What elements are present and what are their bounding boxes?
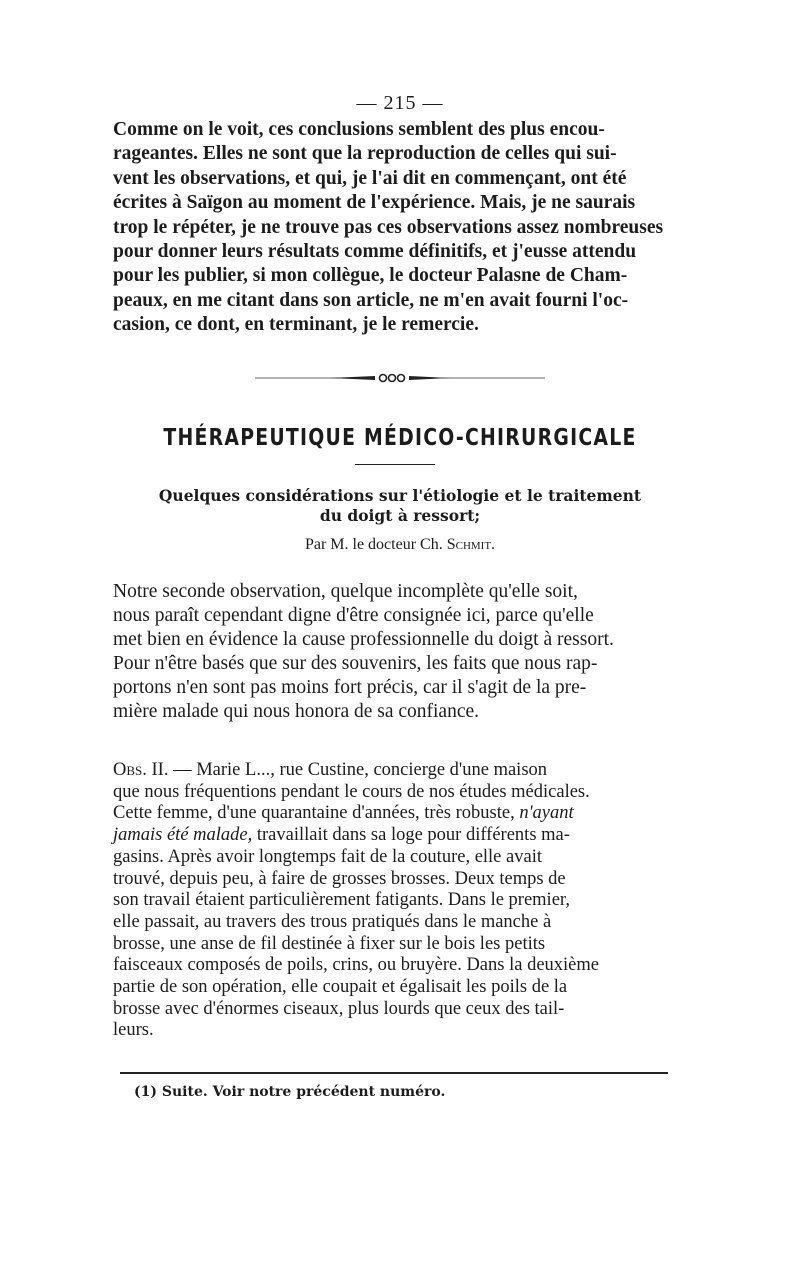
text-line: partie de son opération, elle coupait et égalisait les poils de la bbox=[113, 977, 568, 998]
text-line: met bien en évidence la cause professionnelle du doigt à ressort. bbox=[113, 629, 614, 650]
text-line: son travail étaient particulièrement fatigants. Dans le premier, bbox=[113, 890, 570, 911]
intro-paragraph bbox=[113, 118, 678, 338]
text-line bbox=[113, 803, 678, 825]
heading-rule bbox=[355, 464, 435, 465]
text-line: casion, ce dont, en terminant, je le remercie. bbox=[113, 314, 479, 336]
text-line: rageantes. Elles ne sont que la reproduction de celles qui sui- bbox=[113, 143, 617, 165]
footnote: (1) Suite. Voir notre précédent numéro. bbox=[134, 1084, 446, 1100]
text-line: brosse avec d'énormes ciseaux, plus lourds que ceux des tail- bbox=[113, 998, 565, 1019]
italic-text: n'ayant bbox=[519, 803, 574, 824]
text-line: elle passait, au travers des trous pratiqués dans le manche à bbox=[113, 911, 552, 932]
article-title-line: du doigt à ressort; bbox=[319, 506, 481, 525]
text-line: faisceaux composés de poils, crins, ou bruyère. Dans la deuxième bbox=[113, 955, 599, 976]
byline bbox=[0, 536, 800, 554]
second-paragraph bbox=[113, 580, 678, 724]
text-line: leurs. bbox=[113, 1020, 154, 1041]
text-line: pour donner leurs résultats comme définitifs, et j'eusse attendu bbox=[113, 241, 637, 263]
page-number: — 215 — bbox=[356, 92, 444, 114]
article-title-line: Quelques considérations sur l'étiologie et le traitement bbox=[158, 486, 642, 505]
text-line: Pour n'être basés que sur des souvenirs, les faits que nous rap- bbox=[113, 653, 598, 674]
text-line: Notre seconde observation, quelque incomplète qu'elle soit, bbox=[113, 581, 578, 602]
italic-text: jamais été malade, bbox=[113, 825, 253, 846]
text-line: Comme on le voit, ces conclusions semblent des plus encou- bbox=[113, 119, 605, 140]
text-line: vent les observations, et qui, je l'ai dit en commençant, ont été bbox=[113, 167, 627, 189]
text-line: trouvé, depuis peu, à faire de grosses brosses. Deux temps de bbox=[113, 868, 566, 889]
ornament-divider bbox=[250, 368, 550, 388]
article-title bbox=[110, 486, 690, 526]
footnote-rule bbox=[120, 1072, 668, 1074]
text-line: nous paraît cependant digne d'être consignée ici, parce qu'elle bbox=[113, 605, 594, 626]
text-fragment: — Marie L..., rue Custine, concierge d'une maison bbox=[168, 760, 548, 780]
text-fragment: travaillait dans sa loge pour différents ma- bbox=[252, 825, 570, 846]
observation-label: Obs. II. bbox=[113, 760, 169, 780]
text-line: pour les publier, si mon collègue, le docteur Palasne de Cham- bbox=[113, 265, 628, 287]
text-line: mière malade qui nous honora de sa confiance. bbox=[113, 701, 480, 722]
observation-paragraph bbox=[113, 760, 678, 1042]
text-line: que nous fréquentions pendant le cours de nos études médicales. bbox=[113, 781, 590, 802]
text-line: portons n'en sont pas moins fort précis, car il s'agit de la pre- bbox=[113, 677, 587, 698]
text-line bbox=[113, 825, 678, 847]
byline-prefix: Par M. le docteur Ch. bbox=[304, 536, 443, 553]
text-fragment: Cette femme, d'une quarantaine d'années, très robuste, bbox=[113, 803, 520, 824]
text-line: gasins. Après avoir longtemps fait de la couture, elle avait bbox=[113, 846, 542, 867]
text-line: peaux, en me citant dans son article, ne m'en avait fourni l'oc- bbox=[113, 289, 629, 311]
text-line: brosse, une anse de fil destinée à fixer sur le bois les petits bbox=[113, 933, 546, 954]
text-line: trop le répéter, je ne trouve pas ces observations assez nombreuses bbox=[113, 216, 664, 238]
byline-author: Schmit. bbox=[446, 536, 496, 553]
text-line bbox=[113, 760, 678, 782]
text-line: écrites à Saïgon au moment de l'expérience. Mais, je ne saurais bbox=[113, 192, 636, 214]
section-heading: THÉRAPEUTIQUE MÉDICO-CHIRURGICALE bbox=[163, 425, 637, 451]
